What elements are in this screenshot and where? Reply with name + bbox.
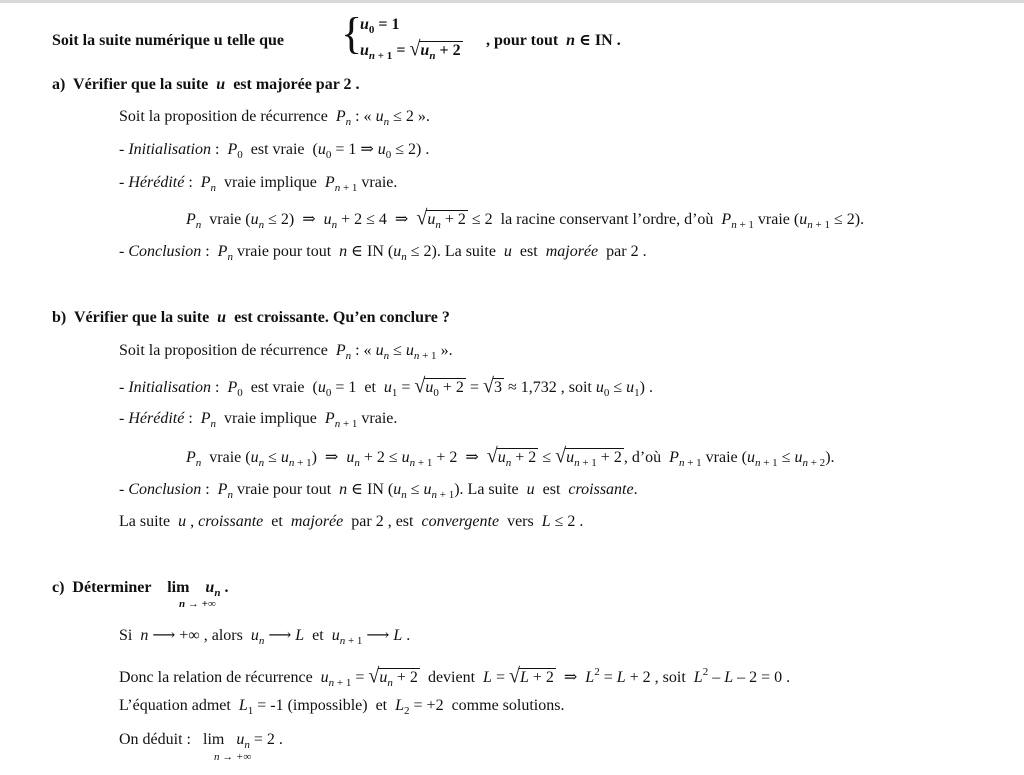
system-line-1: $u_0 = 1$ [360, 16, 400, 36]
intro-tail: , pour tout n ∈ IN . [486, 32, 621, 49]
part-c-lim-subscript: n → +∞ [179, 598, 216, 610]
system-line-2: $u_n$ $_{+ 1} = √u_n + 2$ [360, 39, 463, 66]
part-b-conclusion: - Conclusion : $P_n$ vraie pour tout n ∈ IN ($u_n \le u_n$ $_{+ 1}$). La suite u est croissante. [119, 481, 638, 501]
part-b-heredite: - Hérédité : $P_n$ vraie implique $P_n$ $_{+ 1}$ vraie. [119, 410, 398, 430]
part-c-si: Si n ⟶ +∞ , alors $u_n$ ⟶ L et $u_n$ $_{+ 1}$ ⟶ L . [119, 627, 411, 647]
part-a-conclusion: - Conclusion : $P_n$ vraie pour tout n ∈ IN $(u_n \le 2)$. La suite u est majorée par 2 . [119, 243, 647, 263]
part-b-chain: $P_n$ vraie ($u_n \le u_n$ $_{+ 1}$) ⇒ $u_n + 2 \le u_n$ $_{+ 1}$ + 2 ⇒ $√u_n + 2 \le √u_n$ $_{+ 1}$ + 2 , d’où $P_n$ $_{+ 1}$ vraie ($u_n$ $_{+ 1} \le u_n$ $_{+ 2}$). [186, 446, 835, 473]
part-b-proposition: Soit la proposition de récurrence $P_n$ : « $u_n \le u_n$ $_{+ 1}$ ». [119, 342, 453, 362]
part-c-deduit-subscript: n → +∞ [214, 751, 252, 763]
system-brace: { [341, 9, 363, 58]
intro-line: Soit la suite numérique u telle que [52, 32, 285, 49]
part-a-initialisation: - Initialisation : $P_0$ est vraie ($u_0 = 1$ ⇒ $u_0 \le 2$) . [119, 141, 430, 161]
part-a-proposition: Soit la proposition de récurrence $P_n$ : « $u_n \le 2$ ». [119, 108, 430, 128]
part-c-deduit: On déduit : $\lim u_n = 2$ . [119, 731, 283, 751]
part-b-initialisation: - Initialisation : $P_0$ est vraie ($u_0 = 1$ et $u_1 = √u_0 + 2 = √3 \approx 1,732$ , soit $u_0 \le u_1$) . [119, 376, 653, 403]
part-c-title: c) Déterminer lim $u_n$ . [52, 579, 229, 599]
part-c-equation: L’équation admet $L_1 = -1$ (impossible) et $L_2 = +2$ comme solutions. [119, 697, 565, 717]
part-a-heredite: - Hérédité : $P_n$ vraie implique $P_n$ $_{+ 1}$ vraie. [119, 174, 398, 194]
part-b-final: La suite u , croissante et majorée par 2 , est convergente vers L ≤ 2 . [119, 513, 584, 530]
part-a-title: a) Vérifier que la suite u est majorée par 2 . [52, 76, 360, 93]
part-c-donc: Donc la relation de récurrence $u_n$ $_{+ 1} = √u_n + 2$ devient L = √L + 2 ⇒ $L^2 = L + 2$ , soit $L^2 - L - 2 = 0$ . [119, 662, 790, 693]
part-a-chain: $P_n$ vraie $(u_n \le 2)$ ⇒ $u_n + 2 \le 4$ ⇒ $√u_n + 2 \le 2$ la racine conservant l’ordre, d’où $P_n$ $_{+ 1}$ vraie ($u_n$ $_{+ 1}$ ≤ 2). [186, 208, 864, 235]
top-border [0, 0, 1024, 3]
part-b-title: b) Vérifier que la suite u est croissante. Qu’en conclure ? [52, 309, 450, 326]
